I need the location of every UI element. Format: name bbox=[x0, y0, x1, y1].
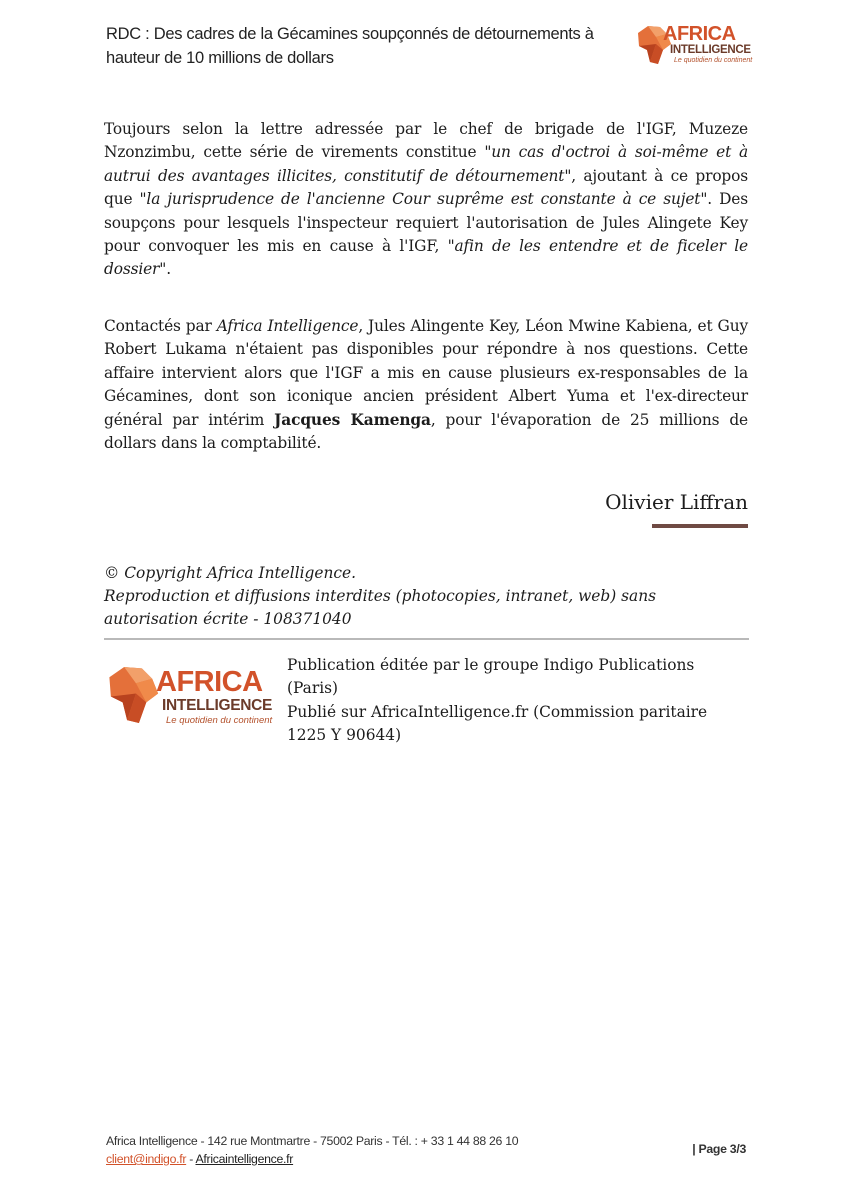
page-number: | Page 3/3 bbox=[692, 1142, 746, 1156]
quote-text: "la jurisprudence de l'ancienne Cour suprême est constante à ce sujet" bbox=[139, 190, 708, 209]
article-paragraph-2 bbox=[104, 315, 748, 455]
logo-word-intelligence: INTELLIGENCE bbox=[670, 44, 751, 56]
paragraph-text: . bbox=[166, 260, 171, 279]
footer-address-block bbox=[106, 1132, 518, 1168]
footer-contact-line bbox=[106, 1150, 518, 1168]
africa-intelligence-logo-footer bbox=[106, 664, 272, 728]
document-title: RDC : Des cadres de la Gécamines soupçonnés de détournements à hauteur de 10 millions de dollars bbox=[106, 25, 594, 67]
africa-intelligence-logo-header bbox=[636, 23, 753, 68]
paragraph-text: Contactés par bbox=[104, 317, 217, 335]
footer-address: Africa Intelligence - 142 rue Montmartre - 75002 Paris - Tél. : + 33 1 44 88 26 10 bbox=[106, 1134, 519, 1148]
logo-word-africa: AFRICA bbox=[156, 666, 263, 698]
publisher-line: Publication éditée par le groupe Indigo Publications (Paris) bbox=[287, 656, 695, 698]
logo-word-intelligence: INTELLIGENCE bbox=[162, 697, 273, 714]
commission-line: Publié sur AfricaIntelligence.fr (Commission paritaire 1225 Y 90644) bbox=[287, 702, 708, 745]
publication-info bbox=[287, 654, 747, 748]
logo-tagline: Le quotidien du continent bbox=[674, 57, 753, 64]
paragraph-text: Toujours selon la lettre adressée par le chef de brigade de l'IGF, Muzeze Nzonzimbu, cette série de virements constitue bbox=[104, 120, 748, 162]
article-paragraph-1 bbox=[104, 118, 748, 282]
quote-text: "un cas d'octroi à soi-même et à autrui des avantages illicites, constitutif de détournement" bbox=[104, 143, 748, 185]
section-divider bbox=[104, 638, 749, 640]
logo-word-africa: AFRICA bbox=[663, 23, 736, 45]
website-link[interactable]: Africaintelligence.fr bbox=[195, 1152, 294, 1166]
footer-separator: - bbox=[186, 1152, 196, 1166]
email-link[interactable]: client@indigo.fr bbox=[106, 1152, 187, 1166]
logo-tagline: Le quotidien du continent bbox=[166, 715, 273, 726]
publication-name: Africa Intelligence bbox=[216, 317, 359, 335]
article-author: Olivier Liffran bbox=[605, 490, 748, 514]
quote-text: "afin de les entendre et de ficeler le dossier" bbox=[104, 237, 748, 279]
paragraph-text: , pour l'évaporation de 25 millions de dollars dans la comptabilité. bbox=[104, 410, 749, 453]
africa-map-icon bbox=[106, 664, 160, 726]
paragraph-text: , ajoutant à ce propos que bbox=[104, 166, 748, 209]
paragraph-text: , Jules Alingente Key, Léon Mwine Kabiena, et Guy Robert Lukama n'étaient pas disponibles pour répondre à nos questions. Cette affaire intervient alors que l'IGF a mis en cause plusieurs ex-responsables de la Gécamines, dont son iconique ancien président Albert Yuma et l'ex-directeur général par intérim bbox=[104, 317, 749, 429]
reproduction-notice: Reproduction et diffusions interdites (photocopies, intranet, web) sans autorisation écrite - 108371040 bbox=[104, 587, 657, 628]
copyright-line: © Copyright Africa Intelligence. bbox=[104, 564, 357, 582]
copyright-notice bbox=[104, 562, 744, 631]
author-underline bbox=[652, 524, 748, 528]
paragraph-text: . Des soupçons pour lesquels l'inspecteur requiert l'autorisation de Jules Alingete Key pour convoquer les mis en cause à l'IGF, bbox=[104, 190, 748, 256]
highlighted-name: Jacques Kamenga bbox=[274, 410, 431, 429]
